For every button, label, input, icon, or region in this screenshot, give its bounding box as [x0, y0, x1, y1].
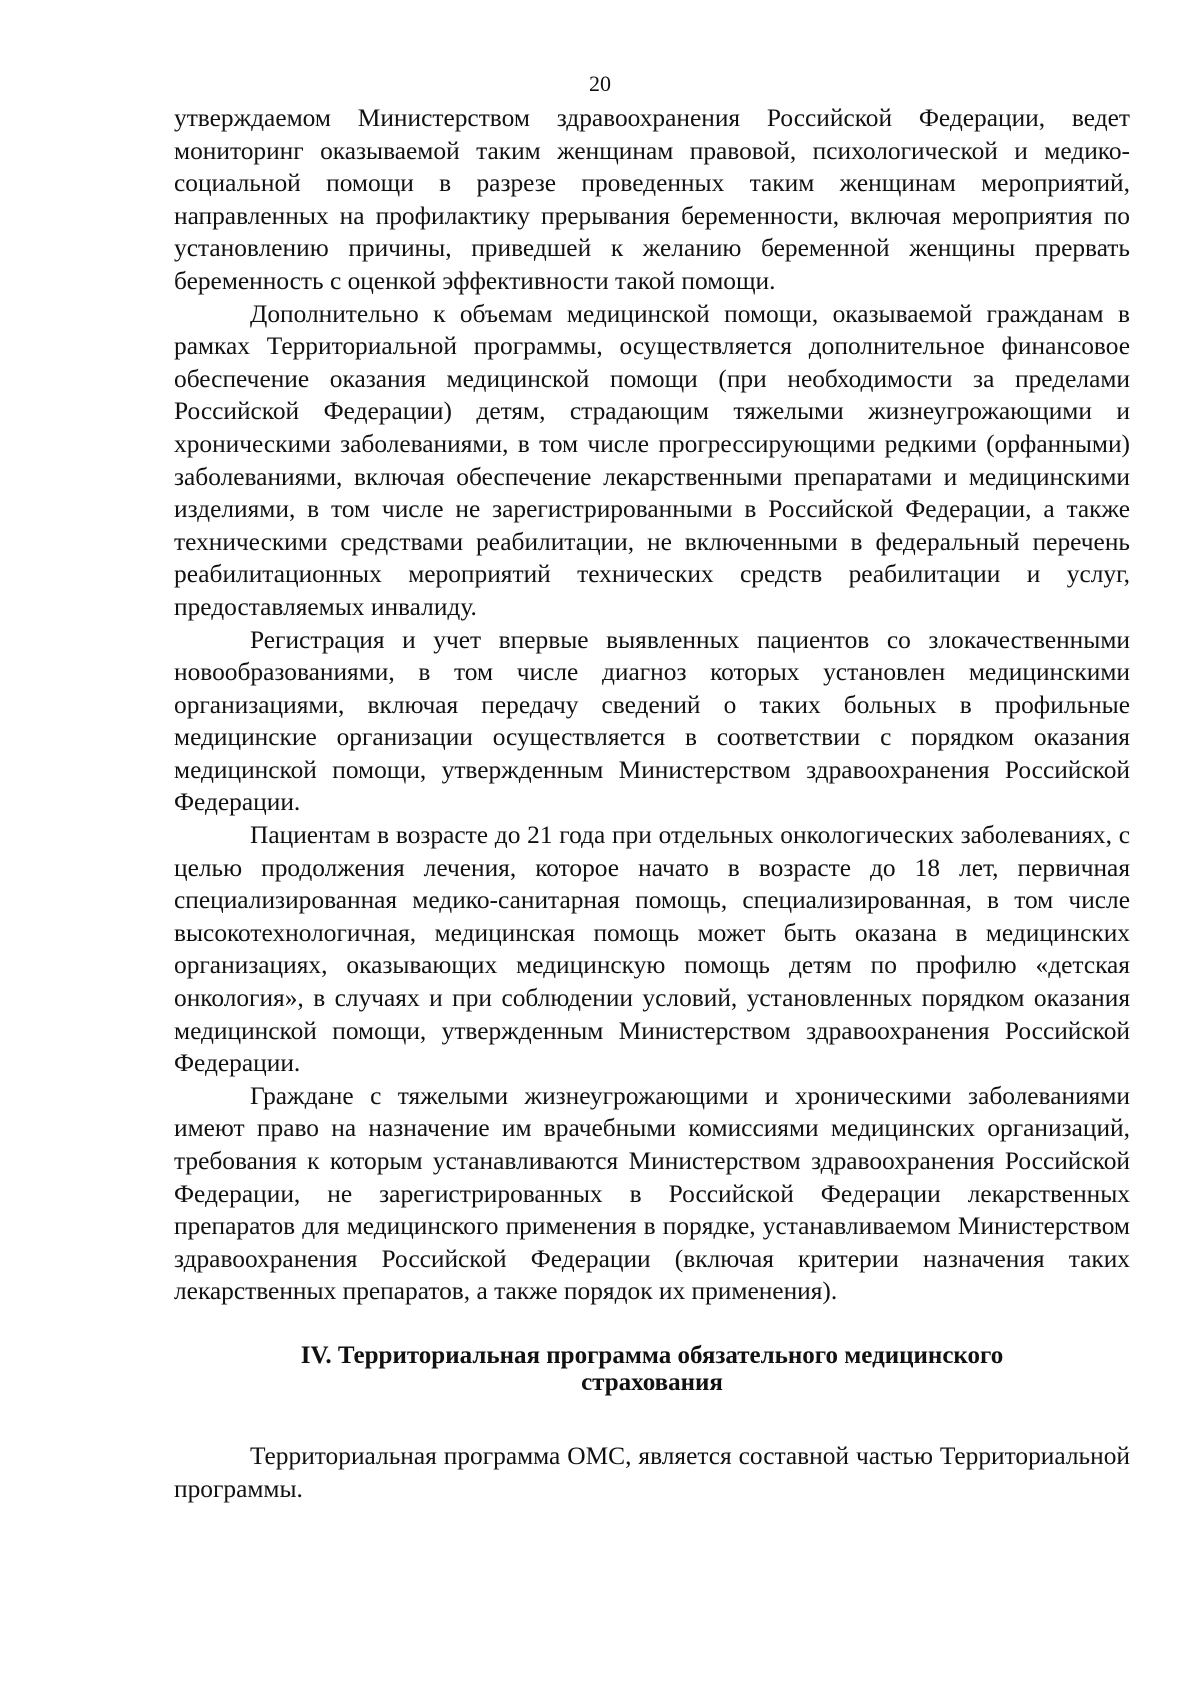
- section-heading-line-2: страхования: [581, 1368, 723, 1396]
- paragraph-additional-funding: Дополнительно к объемам медицинской помощи, оказываемой гражданам в рамках Территориальной программы, осуществляется дополнительное финансовое обеспечение оказания медицинской помощи (при необходимости за пределами Российской Федерации) детям, страдающим тяжелыми жизнеугрожающими и хроническими заболеваниями, в том числе прогрессирующими редкими (орфанными) заболеваниями, включая обеспечение лекарственными препаратами и медицинскими изделиями, в том числе не зарегистрированными в Российской Федерации, а также техническими средствами реабилитации, не включенными в федеральный перечень реабилитационных мероприятий технических средств реабилитации и услуг, предоставляемых инвалиду.: [174, 299, 1130, 621]
- paragraph-registration: Регистрация и учет впервые выявленных пациентов со злокачественными новообразованиями, в том числе диагноз которых установлен медицинскими организациями, включая передачу сведений о таких больных в профильные медицинские организации осуществляется в соответствии с порядком оказания медицинской помощи, утвержденным Министерством здравоохранения Российской Федерации.: [174, 625, 1130, 817]
- section-heading-line-1: IV. Территориальная программа обязательного медицинского: [300, 1341, 1004, 1369]
- document-body: [174, 102, 1130, 1505]
- paragraph-patients-under-21: Пациентам в возрасте до 21 года при отдельных онкологических заболеваниях, с целью продолжения лечения, которое начато в возрасте до 18 лет, первичная специализированная медико-санитарная помощь, специализированная, в том числе высокотехнологичная, медицинская помощь может быть оказана в медицинских организациях, оказывающих медицинскую помощь детям по профилю «детская онкология», в случаях и при соблюдении условий, установленных порядком оказания медицинской помощи, утвержденным Министерством здравоохранения Российской Федерации.: [174, 821, 1130, 1078]
- paragraph-unregistered-drugs: Граждане с тяжелыми жизнеугрожающими и хроническими заболеваниями имеют право на назначение им врачебными комиссиями медицинских организаций, требования к которым устанавливаются Министерством здравоохранения Российской Федерации, не зарегистрированных в Российской Федерации лекарственных препаратов для медицинского применения в порядке, устанавливаемом Министерством здравоохранения Российской Федерации (включая критерии назначения таких лекарственных препаратов, а также порядок их применения).: [174, 1081, 1130, 1306]
- section-heading: [174, 1342, 1130, 1396]
- paragraph-oms-program: Территориальная программа ОМС, является составной частью Территориальной программы.: [174, 1441, 1130, 1503]
- paragraph-continuation: утверждаемом Министерством здравоохранения Российской Федерации, ведет мониторинг оказываемой таким женщинам правовой, психологической и медико-социальной помощи в разрезе проведенных таким женщинам мероприятий, направленных на профилактику прерывания беременности, включая мероприятия по установлению причины, приведшей к желанию беременной женщины прервать беременность с оценкой эффективности такой помощи.: [174, 104, 1130, 295]
- page-number: 20: [589, 71, 611, 96]
